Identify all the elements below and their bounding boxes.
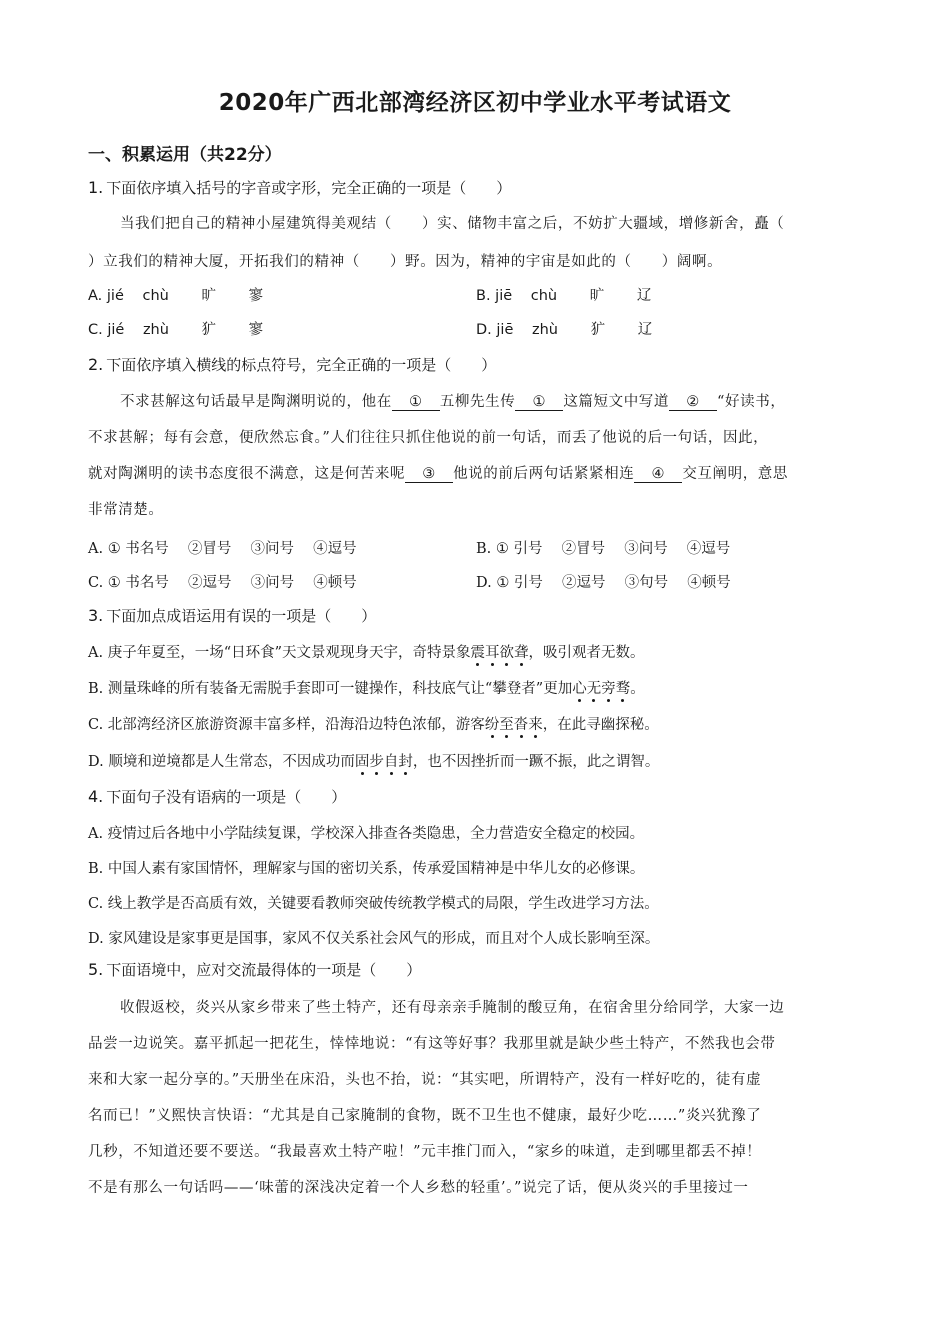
option-letter: D. <box>476 322 492 338</box>
question-text: 下面句子没有语病的一项是（ ） <box>106 788 347 806</box>
dotted-char: 欲 <box>499 645 515 661</box>
option-text: A. 庚子年夏至，一场“日环食”天文景观现身天宇，奇特景象 <box>88 645 471 661</box>
question-2-stem <box>88 354 496 375</box>
question-number: 2. <box>88 355 104 374</box>
dotted-char: 步 <box>369 754 384 770</box>
option-pinyin: jié <box>106 288 124 304</box>
option-text: B. 测量珠峰的所有装备无需脱手套即可一键操作，科技底气让“攀登者”更加 <box>88 681 573 697</box>
question-text: 下面依序填入横线的标点符号，完全正确的一项是（ ） <box>106 356 497 374</box>
option-pinyin: chù <box>530 288 558 304</box>
option-pinyin: jiē <box>495 288 513 304</box>
q1-option-c[interactable] <box>88 318 263 339</box>
dotted-char: 纷 <box>484 717 500 733</box>
q4-option-a[interactable]: A. 疫情过后各地中小学陆续复课，学校深入排查各类隐患，全力营造安全稳定的校园。 <box>88 826 645 842</box>
option-text: ，也不因挫折而一蹶不振，此之谓智。 <box>412 754 660 770</box>
q3-option-c[interactable] <box>88 713 659 734</box>
passage-text: 他说的前后两句话紧紧相连 <box>453 466 635 482</box>
question-number: 4. <box>88 787 104 806</box>
dotted-char: 耳 <box>485 645 500 661</box>
option-char: 旷 <box>589 288 605 304</box>
q2-passage-line: 不求甚解；每有会意，便欣然忘食。”人们往往只抓住他说的前一句话，而丢了他说的后一句话，因此， <box>88 430 769 446</box>
q4-option-c[interactable]: C. 线上教学是否高质有效，关键要看教师突破传统教学模式的局限，学生改进学习方法。 <box>88 896 659 912</box>
q1-passage-line: ）立我们的精神大厦，开拓我们的精神（ ）野。因为，精神的宇宙是如此的（ ）阔啊。 <box>88 254 723 270</box>
q2-passage-line: 非常清楚。 <box>88 502 164 518</box>
question-number: 3. <box>88 606 104 625</box>
passage-text: 这篇短文中写道 <box>563 394 670 410</box>
passage-text: 交互阐明，意思 <box>682 466 789 482</box>
dotted-char: 固 <box>354 754 370 770</box>
q2-passage-line <box>88 462 858 483</box>
question-3-stem <box>88 605 376 626</box>
dotted-char: 骛 <box>615 681 631 697</box>
option-pinyin: jié <box>107 322 125 338</box>
q5-passage-line: 名而已！”义熙快言快语：“尤其是自己家腌制的食物，既不卫生也不健康，最好少吃……”炎兴犹豫了 <box>88 1108 762 1124</box>
option-char: 犷 <box>590 322 606 338</box>
option-text: C. 北部湾经济区旅游资源丰富多样，沿海沿边特色浓郁，游客 <box>88 717 485 733</box>
q2-option-b[interactable]: B. ① 引号 ②冒号 ③问号 ④逗号 <box>476 541 731 557</box>
option-pinyin: zhù <box>531 322 558 338</box>
q3-option-d[interactable] <box>88 750 659 771</box>
option-char: 寥 <box>248 322 264 338</box>
passage-text: 五柳先生传 <box>439 394 516 410</box>
section-heading: 一、积累运用（共22分） <box>88 145 282 165</box>
q5-passage-line: 不是有那么一句话吗——‘味蕾的深浅决定着一个人乡愁的轻重’。”说完了话，便从炎兴的手里接过一 <box>88 1180 749 1196</box>
dotted-char: 震 <box>470 645 486 661</box>
fill-blank[interactable]: ① <box>515 394 563 411</box>
q3-option-a[interactable] <box>88 641 645 662</box>
option-letter: B. <box>476 288 491 304</box>
option-text: 。 <box>630 681 645 697</box>
q5-passage-line: 来和大家一起分享的。”天册坐在床沿，头也不抬，说：“其实吧，所谓特产，没有一样好吃的，徒有虚 <box>88 1072 762 1088</box>
fill-blank[interactable]: ② <box>669 394 717 411</box>
question-text: 下面依序填入括号的字音或字形，完全正确的一项是（ ） <box>106 179 512 197</box>
dotted-char: 旁 <box>601 681 616 697</box>
option-char: 寥 <box>248 288 264 304</box>
dotted-char: 无 <box>586 681 602 697</box>
q5-passage-line: 收假返校，炎兴从家乡带来了些土特产，还有母亲亲手腌制的酸豆角，在宿舍里分给同学，大家一边 <box>120 1000 785 1016</box>
fill-blank[interactable]: ③ <box>405 466 453 483</box>
dotted-char: 来 <box>528 717 543 733</box>
option-letter: A. <box>88 288 103 304</box>
q4-option-d[interactable]: D. 家风建设是家事更是国事，家风不仅关系社会风气的形成，而且对个人成长影响至深。 <box>88 931 660 947</box>
question-text: 下面语境中，应对交流最得体的一项是（ ） <box>106 961 422 979</box>
question-5-stem <box>88 959 421 980</box>
q5-passage-line: 几秒，不知道还要不要送。“我最喜欢土特产啦！”元丰推门而入，“家乡的味道，走到哪里都丢不掉！ <box>88 1144 762 1160</box>
q2-option-a[interactable]: A. ① 书名号 ②冒号 ③问号 ④逗号 <box>88 541 357 557</box>
passage-text: “好读书， <box>717 394 786 410</box>
passage-text: 不求甚解这句话最早是陶渊明说的，他在 <box>120 394 392 410</box>
dotted-char: 沓 <box>513 717 529 733</box>
option-text: D. 顺境和逆境都是人生常态，不因成功而 <box>88 754 355 770</box>
option-text: ，吸引观者无数。 <box>528 645 645 661</box>
option-text: ，在此寻幽探秘。 <box>542 717 659 733</box>
q3-option-b[interactable] <box>88 677 645 698</box>
q5-passage-line: 品尝一边说笑。嘉平抓起一把花生，悻悻地说：“有这等好事？我那里就是缺少些土特产，不然我也会带 <box>88 1036 776 1052</box>
question-1-stem <box>88 177 511 198</box>
option-char: 犷 <box>201 322 217 338</box>
question-4-stem <box>88 786 346 807</box>
option-pinyin: zhù <box>142 322 169 338</box>
fill-blank[interactable]: ① <box>392 394 440 411</box>
q2-passage-line <box>88 390 858 411</box>
dotted-char: 封 <box>398 754 413 770</box>
dotted-char: 至 <box>499 717 514 733</box>
option-char: 旷 <box>201 288 216 304</box>
page-title: 2020年广西北部湾经济区初中学业水平考试语文 <box>218 90 732 116</box>
option-char: 辽 <box>637 322 653 338</box>
fill-blank[interactable]: ④ <box>634 466 682 483</box>
dotted-char: 聋 <box>514 645 529 661</box>
option-char: 辽 <box>636 288 652 304</box>
passage-text: 就对陶渊明的读书态度很不满意，这是何苦来呢 <box>88 466 406 482</box>
q1-option-d[interactable] <box>476 318 652 339</box>
q2-option-d[interactable]: D. ① 引号 ②逗号 ③句号 ④顿号 <box>476 575 731 591</box>
option-letter: C. <box>88 322 103 338</box>
question-number: 1. <box>88 178 104 197</box>
dotted-char: 自 <box>383 754 399 770</box>
dotted-char: 心 <box>572 681 587 697</box>
q1-option-b[interactable] <box>476 284 651 305</box>
q2-option-c[interactable]: C. ① 书名号 ②逗号 ③问号 ④顿号 <box>88 575 357 591</box>
question-text: 下面加点成语运用有误的一项是（ ） <box>106 607 377 625</box>
question-number: 5. <box>88 960 104 979</box>
option-pinyin: jiē <box>496 322 514 338</box>
q1-option-a[interactable] <box>88 284 263 305</box>
option-pinyin: chù <box>142 288 169 304</box>
q4-option-b[interactable]: B. 中国人素有家国情怀，理解家与国的密切关系，传承爱国精神是中华儿女的必修课。 <box>88 861 645 877</box>
q1-passage-line: 当我们把自己的精神小屋建筑得美观结（ ）实、储物丰富之后，不妨扩大疆域，增修新舍，矗（ <box>120 216 785 232</box>
